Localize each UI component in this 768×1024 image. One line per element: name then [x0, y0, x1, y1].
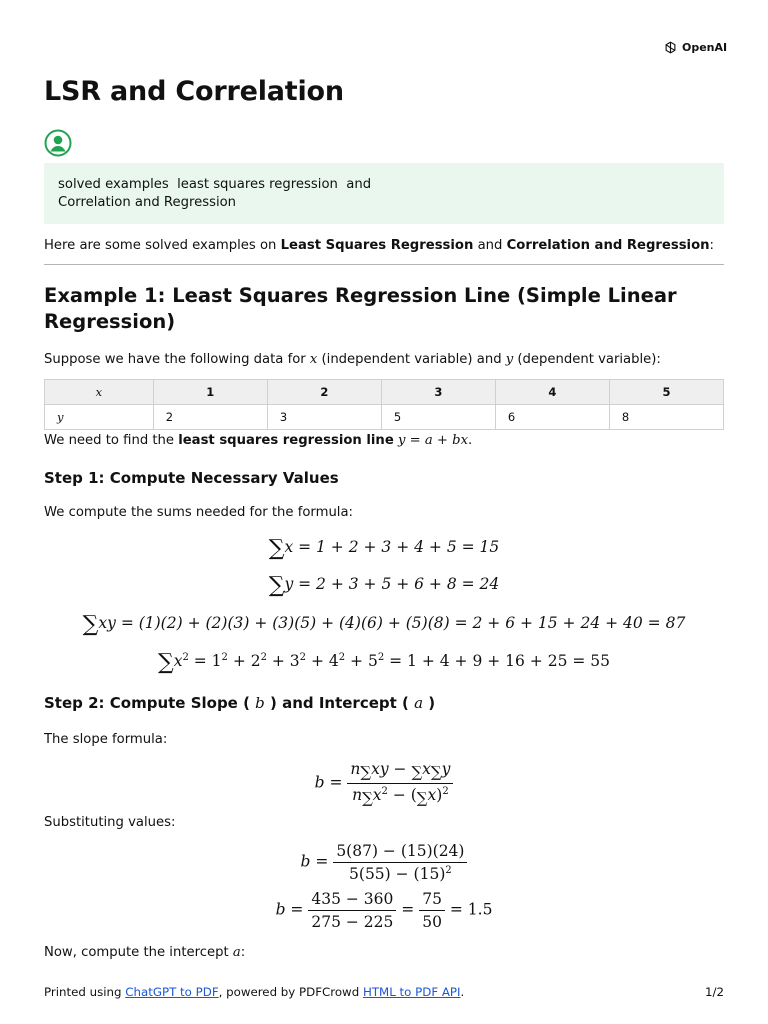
slope-formula-label: The slope formula: — [44, 732, 168, 747]
table-header-cell: 4 — [495, 380, 609, 405]
brand-name: OpenAI — [682, 41, 728, 54]
table-header-cell: x — [45, 380, 154, 405]
footer: Printed using ChatGPT to PDF, powered by PDFCrowd HTML to PDF API. 1/2 — [44, 985, 724, 999]
need-sentence: We need to find the least squares regression line y = a + bx. — [44, 433, 473, 448]
sum-y-equation: ∑y = 2 + 3 + 5 + 6 + 8 = 24 — [268, 573, 500, 598]
table-cell: 5 — [381, 405, 495, 430]
data-table — [44, 379, 724, 430]
table-row — [45, 405, 724, 430]
page-number: 1/2 — [705, 985, 724, 999]
step-1-heading: Step 1: Compute Necessary Values — [44, 469, 339, 487]
openai-logo — [663, 40, 727, 55]
table-cell: 3 — [267, 405, 381, 430]
data-sentence: Suppose we have the following data for x (independent variable) and y (dependent variable): — [44, 352, 661, 367]
table-header-cell: 5 — [609, 380, 723, 405]
table-cell: 6 — [495, 405, 609, 430]
substituting-label: Substituting values: — [44, 815, 176, 830]
table-header-row — [45, 380, 724, 405]
user-prompt-box — [44, 163, 724, 224]
page-title: LSR and Correlation — [44, 76, 344, 107]
table-cell: 8 — [609, 405, 723, 430]
html-to-pdf-api-link[interactable]: HTML to PDF API — [362, 985, 461, 999]
divider — [44, 264, 724, 265]
example-1-heading: Example 1: Least Squares Regression Line (Simple Linear Regression) — [44, 284, 677, 333]
openai-knot-icon — [663, 40, 678, 55]
slope-formula: b = $\frac{n\sum xy - \sum x\sum y}{n\sum x^2 - (\sum x)^2}$ — [44, 760, 724, 807]
step-1-text: We compute the sums needed for the formula: — [44, 505, 353, 520]
substituted-slope-equation: b = $\frac{5(87) - (15)(24)}{5(55) - (15)^2}$ — [44, 842, 724, 883]
table-header-cell: 2 — [267, 380, 381, 405]
prompt-line-2: Correlation and Regression — [58, 195, 237, 210]
sum-x-equation: ∑x = 1 + 2 + 3 + 4 + 5 = 15 — [268, 536, 500, 561]
intercept-sentence: Now, compute the intercept a: — [44, 945, 246, 960]
chatgpt-to-pdf-link[interactable]: ChatGPT to PDF — [125, 985, 219, 999]
table-cell: 2 — [153, 405, 267, 430]
user-avatar-icon — [44, 129, 72, 157]
table-cell: y — [45, 405, 154, 430]
table-header-cell: 3 — [381, 380, 495, 405]
sum-x-squared-equation: $\sum x^2 = 1^2 + 2^2 + 3^2 + 4^2 + 5^2 = 1 + 4 + 9 + 16 + 25 = 55$ — [157, 650, 611, 675]
intro-paragraph: Here are some solved examples on Least Squares Regression and Correlation and Regression: — [44, 238, 714, 253]
step-2-heading: Step 2: Compute Slope ( b ) and Intercept ( a ) — [44, 694, 436, 712]
prompt-line-1: solved examples least squares regression and — [58, 177, 372, 192]
slope-calculation: b = $\frac{435 - 360}{275 - 225}$ = $\frac{75}{50}$ = 1.5 — [275, 890, 493, 931]
sum-xy-equation: ∑xy = (1)(2) + (2)(3) + (3)(5) + (4)(6) + (5)(8) = 2 + 6 + 15 + 24 + 40 = 87 — [82, 612, 686, 637]
table-header-cell: 1 — [153, 380, 267, 405]
